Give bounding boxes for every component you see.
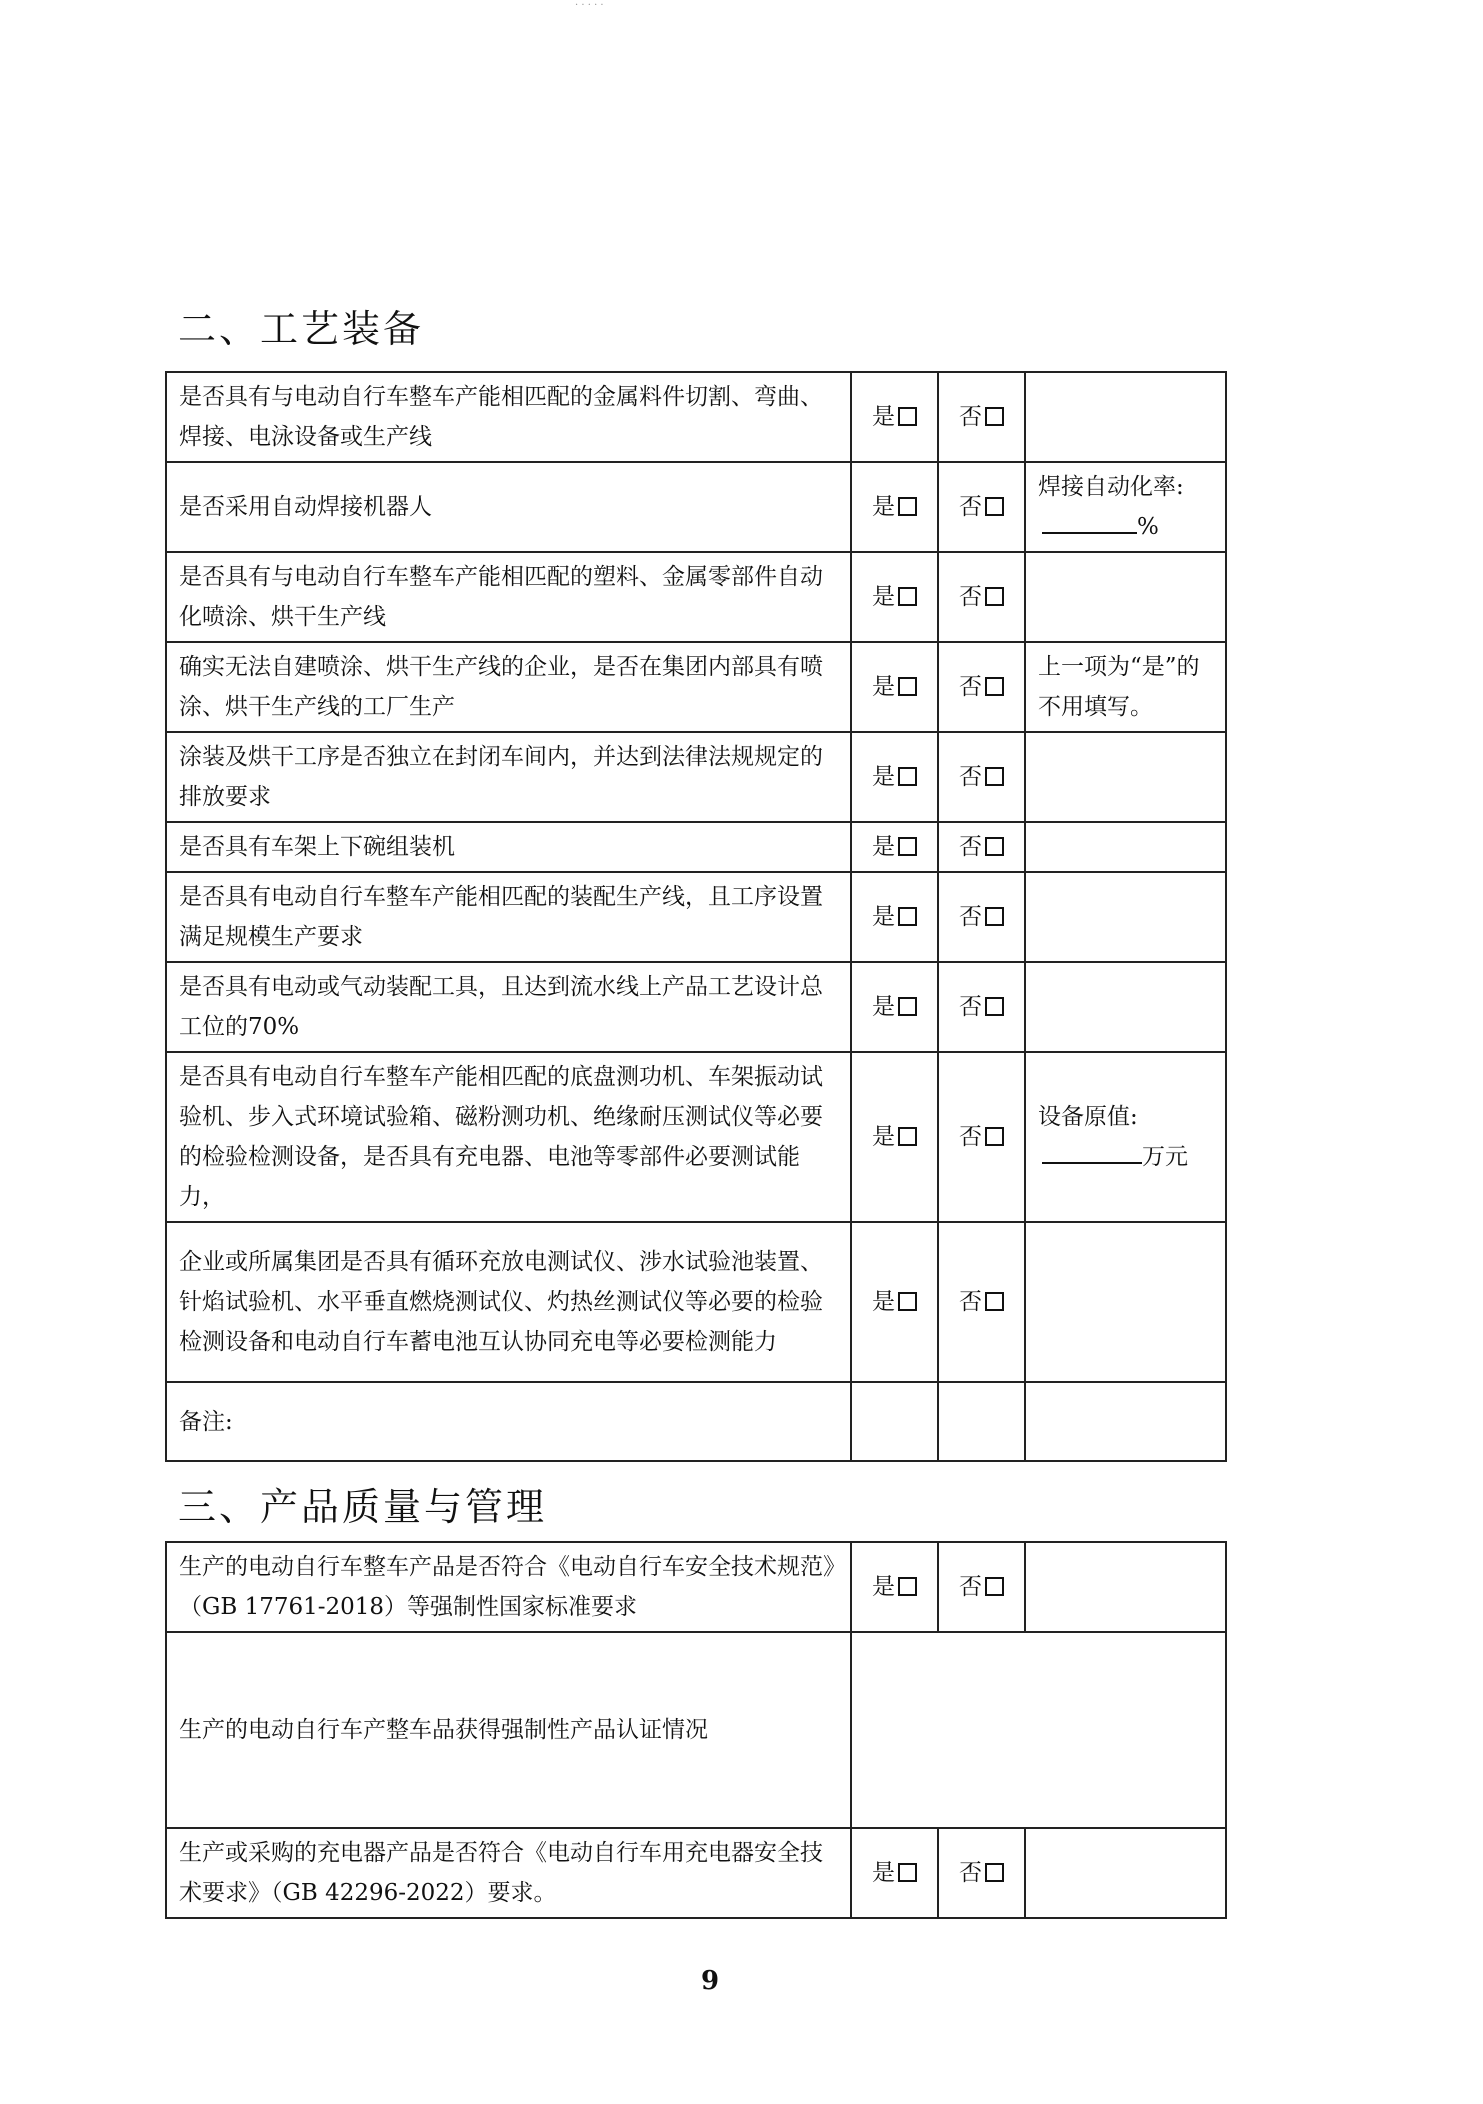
- yes-label: 是: [872, 584, 895, 610]
- checkbox-icon[interactable]: [985, 587, 1004, 606]
- question-cell: 是否具有电动自行车整车产能相匹配的装配生产线，且工序设置满足规模生产要求: [166, 872, 851, 962]
- checkbox-icon[interactable]: [985, 907, 1004, 926]
- checkbox-icon[interactable]: [898, 1863, 917, 1882]
- remarks-field[interactable]: [1025, 1382, 1226, 1461]
- yes-label: 是: [872, 834, 895, 860]
- yes-option[interactable]: [851, 1052, 938, 1222]
- yes-option[interactable]: [851, 1222, 938, 1382]
- note-cell: [1025, 462, 1226, 552]
- table-row: [166, 1222, 1226, 1382]
- yes-option[interactable]: [851, 732, 938, 822]
- no-option[interactable]: [938, 822, 1025, 872]
- table-row: [166, 822, 1226, 872]
- checkbox-icon[interactable]: [985, 1127, 1004, 1146]
- yes-label: 是: [872, 674, 895, 700]
- no-label: 否: [959, 494, 982, 520]
- question-cell: 是否具有与电动自行车整车产能相匹配的金属料件切割、弯曲、焊接、电泳设备或生产线: [166, 372, 851, 462]
- yes-option[interactable]: [851, 1542, 938, 1632]
- yes-label: 是: [872, 494, 895, 520]
- unit-label: 万元: [1142, 1144, 1188, 1170]
- yes-label: 是: [872, 1860, 895, 1886]
- yes-option[interactable]: [851, 822, 938, 872]
- yes-option[interactable]: [851, 642, 938, 732]
- note-cell: [1025, 872, 1226, 962]
- table-row: [166, 962, 1226, 1052]
- section-2-table: [165, 371, 1227, 1462]
- checkbox-icon[interactable]: [985, 407, 1004, 426]
- remarks-field[interactable]: [851, 1382, 938, 1461]
- yes-option[interactable]: [851, 872, 938, 962]
- equipment-value-blank[interactable]: [1042, 1142, 1142, 1164]
- checkbox-icon[interactable]: [898, 407, 917, 426]
- yes-label: 是: [872, 994, 895, 1020]
- no-label: 否: [959, 1860, 982, 1886]
- question-cell: 是否采用自动焊接机器人: [166, 462, 851, 552]
- question-cell: 生产的电动自行车整车产品是否符合《电动自行车安全技术规范》（GB 17761-2018）等强制性国家标准要求: [166, 1542, 851, 1632]
- certification-answer-field[interactable]: [851, 1632, 1226, 1828]
- checkbox-icon[interactable]: [985, 997, 1004, 1016]
- checkbox-icon[interactable]: [985, 1577, 1004, 1596]
- table-row: [166, 1828, 1226, 1918]
- remarks-field[interactable]: [938, 1382, 1025, 1461]
- yes-option[interactable]: [851, 372, 938, 462]
- no-label: 否: [959, 584, 982, 610]
- checkbox-icon[interactable]: [898, 1292, 917, 1311]
- note-cell: [1025, 962, 1226, 1052]
- question-cell: 生产或采购的充电器产品是否符合《电动自行车用充电器安全技术要求》（GB 42296-2022）要求。: [166, 1828, 851, 1918]
- section-2-title: 二、工艺装备: [178, 307, 425, 351]
- checkbox-icon[interactable]: [898, 587, 917, 606]
- note-cell: [1025, 1222, 1226, 1382]
- equipment-value-label: 设备原值:: [1038, 1104, 1138, 1130]
- yes-option[interactable]: [851, 462, 938, 552]
- checkbox-icon[interactable]: [898, 677, 917, 696]
- table-row: [166, 1052, 1226, 1222]
- section-3-table: [165, 1541, 1227, 1919]
- note-cell: [1025, 372, 1226, 462]
- yes-option[interactable]: [851, 552, 938, 642]
- checkbox-icon[interactable]: [985, 1863, 1004, 1882]
- question-cell: 是否具有车架上下碗组装机: [166, 822, 851, 872]
- page-number: 9: [700, 1966, 720, 1996]
- checkbox-icon[interactable]: [898, 997, 917, 1016]
- checkbox-icon[interactable]: [985, 837, 1004, 856]
- table-row: [166, 372, 1226, 462]
- table-row: [166, 1632, 1226, 1828]
- no-label: 否: [959, 1574, 982, 1600]
- table-row: [166, 642, 1226, 732]
- welding-rate-blank[interactable]: [1042, 512, 1137, 534]
- note-cell: 上一项为“是”的不用填写。: [1025, 642, 1226, 732]
- yes-label: 是: [872, 764, 895, 790]
- no-option[interactable]: [938, 962, 1025, 1052]
- no-option[interactable]: [938, 372, 1025, 462]
- no-option[interactable]: [938, 732, 1025, 822]
- yes-option[interactable]: [851, 1828, 938, 1918]
- checkbox-icon[interactable]: [985, 1292, 1004, 1311]
- question-cell: 涂装及烘干工序是否独立在封闭车间内，并达到法律法规规定的排放要求: [166, 732, 851, 822]
- table-row: [166, 1542, 1226, 1632]
- no-option[interactable]: [938, 1052, 1025, 1222]
- remarks-label: 备注:: [166, 1382, 851, 1461]
- no-label: 否: [959, 904, 982, 930]
- no-label: 否: [959, 1289, 982, 1315]
- no-option[interactable]: [938, 1222, 1025, 1382]
- checkbox-icon[interactable]: [898, 907, 917, 926]
- checkbox-icon[interactable]: [898, 837, 917, 856]
- no-option[interactable]: [938, 1542, 1025, 1632]
- yes-label: 是: [872, 1289, 895, 1315]
- scan-artifact-mark: · · · · ·: [575, 0, 604, 11]
- no-label: 否: [959, 764, 982, 790]
- checkbox-icon[interactable]: [898, 1577, 917, 1596]
- table-row: [166, 462, 1226, 552]
- table-row: [166, 872, 1226, 962]
- no-option[interactable]: [938, 872, 1025, 962]
- no-option[interactable]: [938, 1828, 1025, 1918]
- yes-label: 是: [872, 404, 895, 430]
- no-option[interactable]: [938, 642, 1025, 732]
- section-3-title: 三、产品质量与管理: [178, 1485, 548, 1529]
- checkbox-icon[interactable]: [898, 497, 917, 516]
- question-cell: 确实无法自建喷涂、烘干生产线的企业，是否在集团内部具有喷涂、烘干生产线的工厂生产: [166, 642, 851, 732]
- remarks-row: [166, 1382, 1226, 1461]
- table-row: [166, 732, 1226, 822]
- question-cell: 是否具有电动或气动装配工具，且达到流水线上产品工艺设计总工位的70%: [166, 962, 851, 1052]
- no-label: 否: [959, 834, 982, 860]
- yes-label: 是: [872, 1574, 895, 1600]
- percent-unit: %: [1137, 514, 1159, 540]
- note-cell: [1025, 822, 1226, 872]
- checkbox-icon[interactable]: [985, 677, 1004, 696]
- question-cell: 企业或所属集团是否具有循环充放电测试仪、涉水试验池装置、针焰试验机、水平垂直燃烧测试仪、灼热丝测试仪等必要的检验检测设备和电动自行车蓄电池互认协同充电等必要检测能力: [166, 1222, 851, 1382]
- no-label: 否: [959, 994, 982, 1020]
- no-label: 否: [959, 674, 982, 700]
- question-cell: 是否具有与电动自行车整车产能相匹配的塑料、金属零部件自动化喷涂、烘干生产线: [166, 552, 851, 642]
- yes-option[interactable]: [851, 962, 938, 1052]
- checkbox-icon[interactable]: [985, 497, 1004, 516]
- note-cell: [1025, 1828, 1226, 1918]
- note-cell: [1025, 1052, 1226, 1222]
- welding-rate-label: 焊接自动化率:: [1038, 474, 1184, 500]
- question-cell: 生产的电动自行车产整车品获得强制性产品认证情况: [166, 1632, 851, 1828]
- no-label: 否: [959, 404, 982, 430]
- no-option[interactable]: [938, 462, 1025, 552]
- yes-label: 是: [872, 904, 895, 930]
- question-cell: 是否具有电动自行车整车产能相匹配的底盘测功机、车架振动试验机、步入式环境试验箱、磁粉测功机、绝缘耐压测试仪等必要的检验检测设备，是否具有充电器、电池等零部件必要测试能力，: [166, 1052, 851, 1222]
- checkbox-icon[interactable]: [898, 1127, 917, 1146]
- note-cell: [1025, 552, 1226, 642]
- no-label: 否: [959, 1124, 982, 1150]
- yes-label: 是: [872, 1124, 895, 1150]
- checkbox-icon[interactable]: [898, 767, 917, 786]
- no-option[interactable]: [938, 552, 1025, 642]
- table-row: [166, 552, 1226, 642]
- note-cell: [1025, 1542, 1226, 1632]
- note-cell: [1025, 732, 1226, 822]
- checkbox-icon[interactable]: [985, 767, 1004, 786]
